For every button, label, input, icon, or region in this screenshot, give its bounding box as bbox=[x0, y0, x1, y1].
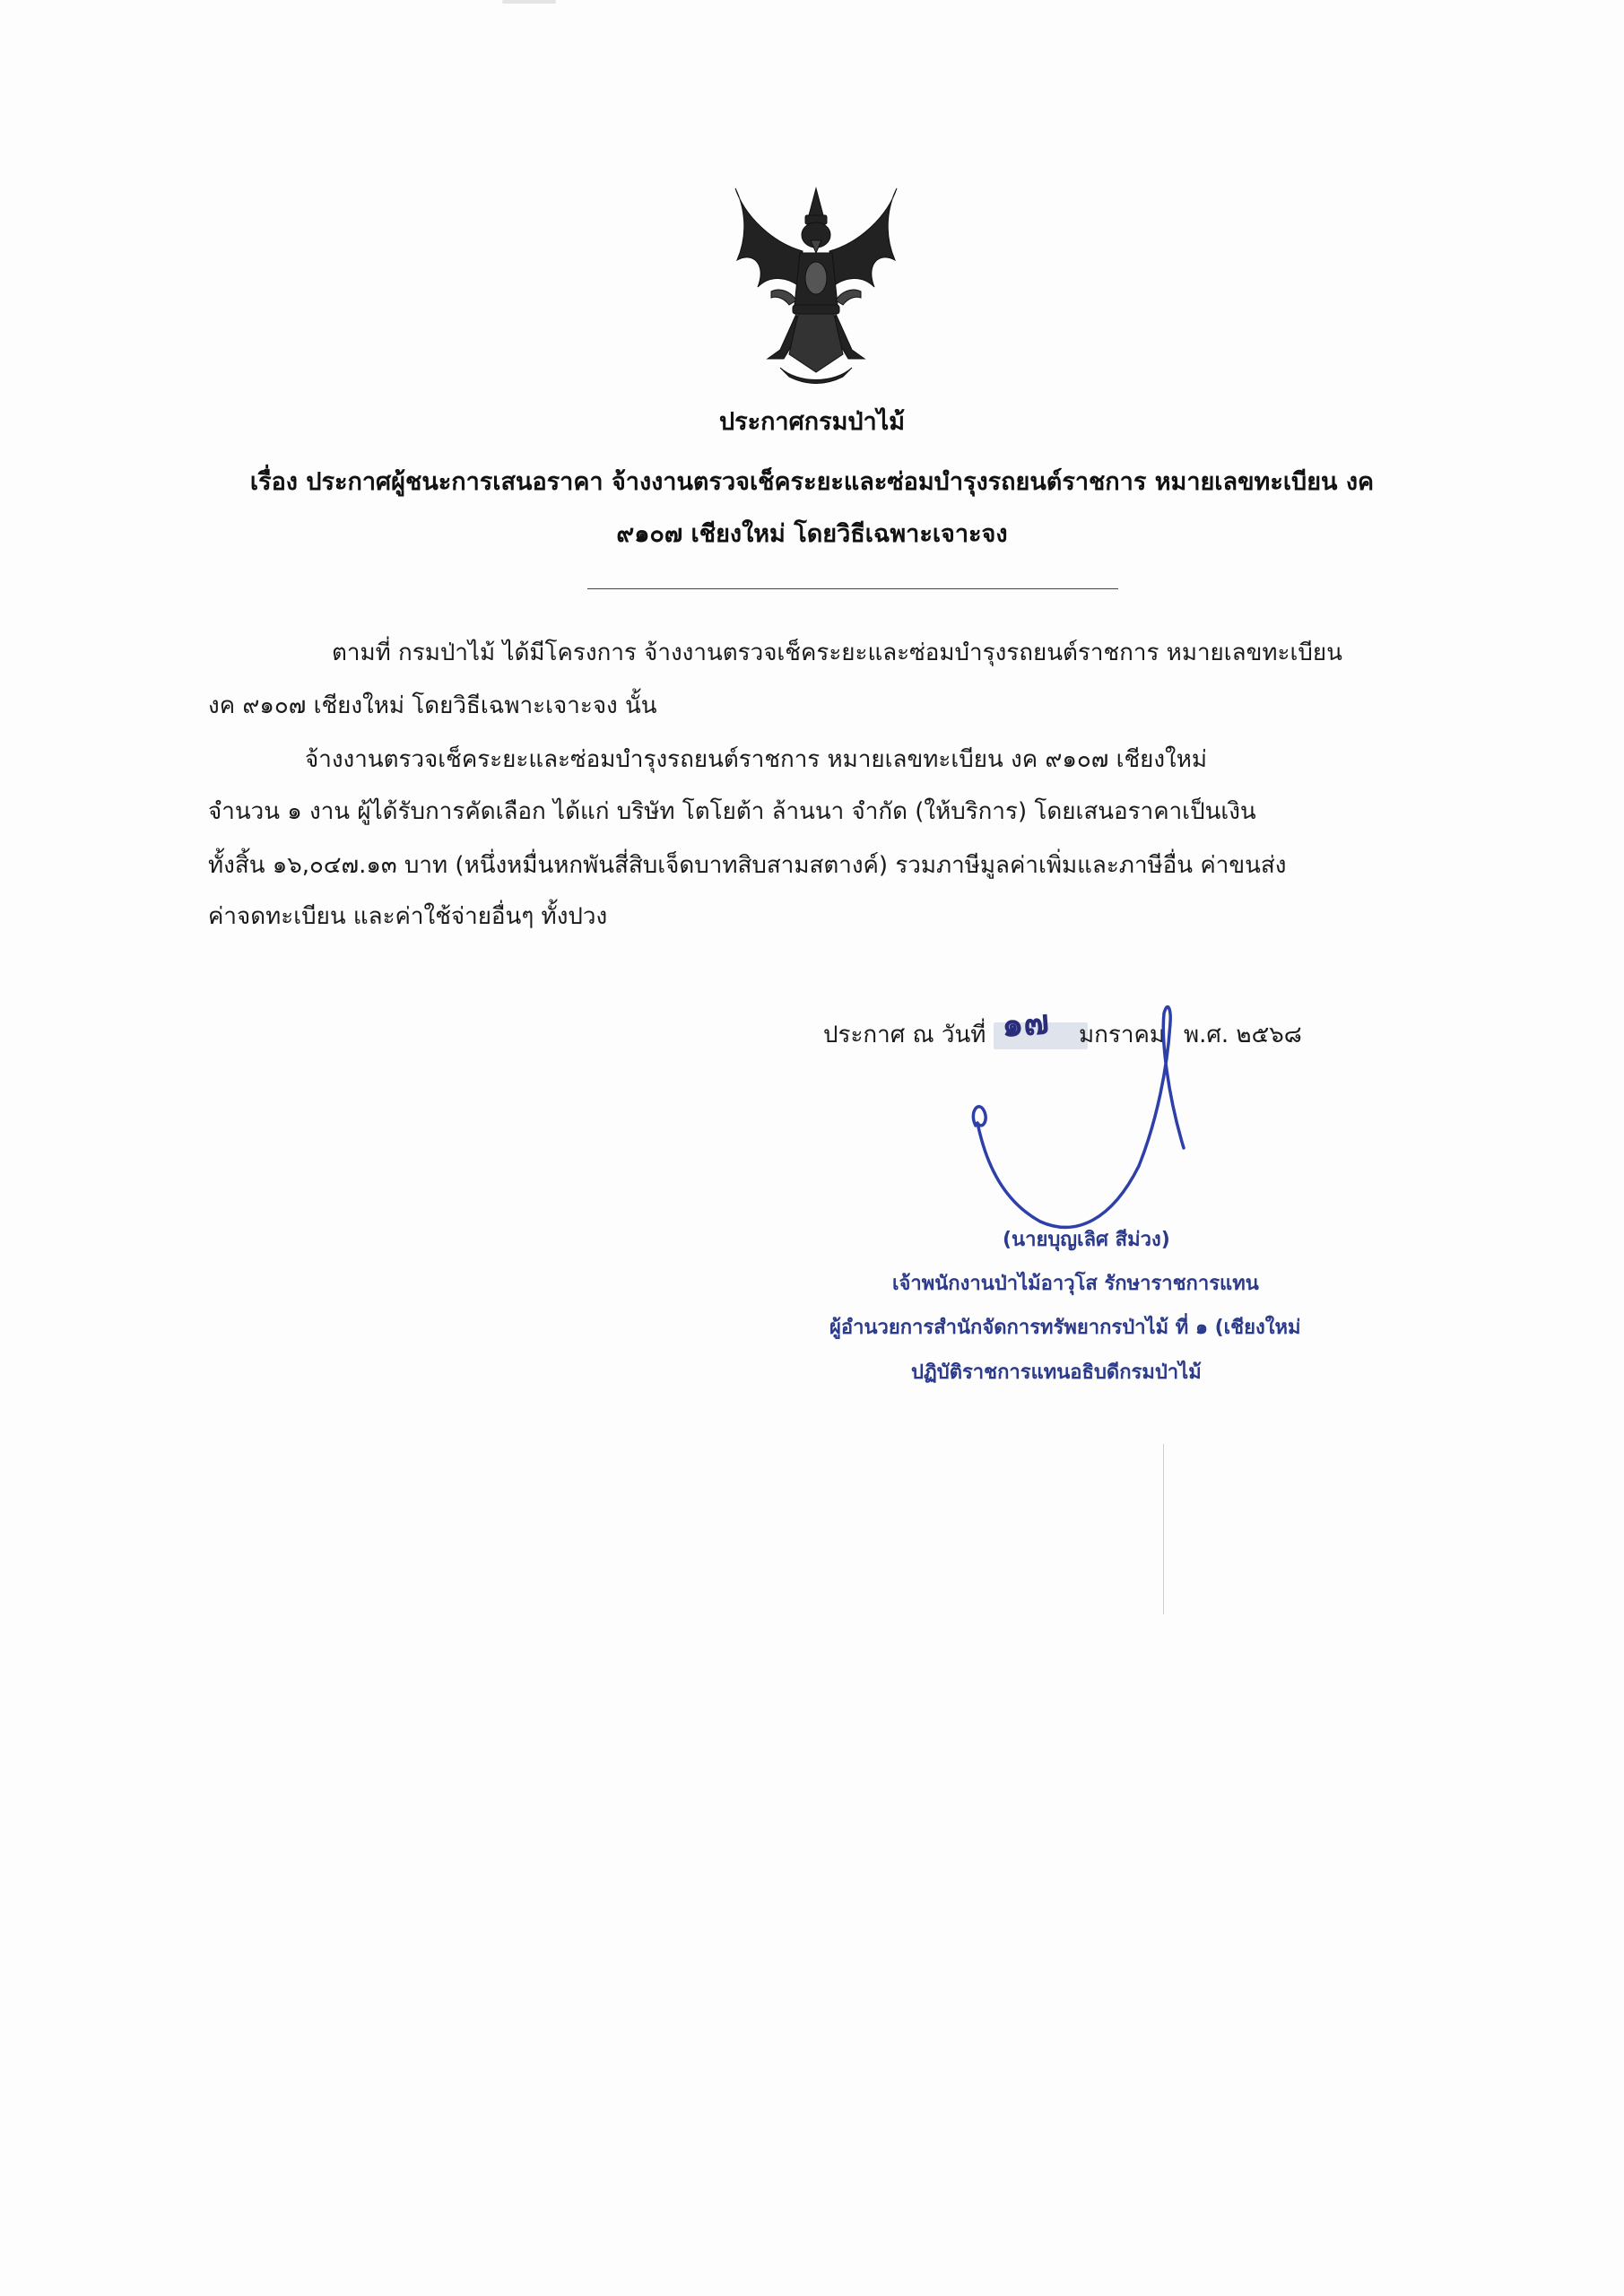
handwritten-day: ๑๗ bbox=[1000, 1002, 1051, 1045]
separator-line bbox=[587, 588, 1118, 589]
subject-line-continued: ๙๑๐๗ เชียงใหม่ โดยวิธีเฉพาะเจาะจง bbox=[616, 520, 1008, 548]
date-year: พ.ศ. ๒๕๖๘ bbox=[1184, 1022, 1302, 1048]
body-paragraph-1-line-2: งค ๙๑๐๗ เชียงใหม่ โดยวิธีเฉพาะเจาะจง นั้น bbox=[208, 692, 657, 719]
signatory-position-acting: ผู้อำนวยการสำนักจัดการทรัพยากรป่าไม้ ที่ ๑ (เชียงใหม่ bbox=[829, 1317, 1301, 1339]
scan-artifact-line bbox=[1163, 1444, 1164, 1614]
document-title: ประกาศกรมป่าไม้ bbox=[718, 408, 906, 436]
body-paragraph-2-line-2: จำนวน ๑ งาน ผู้ได้รับการคัดเลือก ได้แก่ บริษัท โตโยต้า ล้านนา จำกัด (ให้บริการ) โดยเสนอราคาเป็นเงิน bbox=[208, 798, 1256, 825]
body-paragraph-2-line-1: จ้างงานตรวจเช็คระยะและซ่อมบำรุงรถยนต์ราชการ หมายเลขทะเบียน งค ๙๑๐๗ เชียงใหม่ bbox=[305, 746, 1208, 773]
signatory-on-behalf: ปฏิบัติราชการแทนอธิบดีกรมป่าไม้ bbox=[911, 1361, 1202, 1384]
body-paragraph-1-line-1: ตามที่ กรมป่าไม้ ได้มีโครงการ จ้างงานตรวจเช็คระยะและซ่อมบำรุงรถยนต์ราชการ หมายเลขทะเบียน bbox=[332, 639, 1342, 666]
signatory-name: (นายบุญเลิศ สีม่วง) bbox=[1003, 1229, 1170, 1251]
date-label: ประกาศ ณ วันที่ bbox=[823, 1022, 986, 1048]
scan-artifact bbox=[502, 0, 556, 4]
date-month: มกราคม bbox=[1079, 1022, 1165, 1048]
body-paragraph-2-line-4: ค่าจดทะเบียน และค่าใช้จ่ายอื่นๆ ทั้งปวง bbox=[208, 903, 608, 930]
body-paragraph-2-line-3: ทั้งสิ้น ๑๖,๐๔๗.๑๓ บาท (หนึ่งหมื่นหกพันสี่สิบเจ็ดบาทสิบสามสตางค์) รวมภาษีมูลค่าเพิ่มและภาษีอื่น ค่าขนส่ง bbox=[208, 852, 1287, 879]
garuda-emblem-icon bbox=[717, 179, 915, 386]
signatory-position: เจ้าพนักงานป่าไม้อาวุโส รักษาราชการแทน bbox=[892, 1273, 1259, 1295]
subject-line: เรื่อง ประกาศผู้ชนะการเสนอราคา จ้างงานตรวจเช็คระยะและซ่อมบำรุงรถยนต์ราชการ หมายเลขทะเบียน งค bbox=[249, 468, 1375, 496]
